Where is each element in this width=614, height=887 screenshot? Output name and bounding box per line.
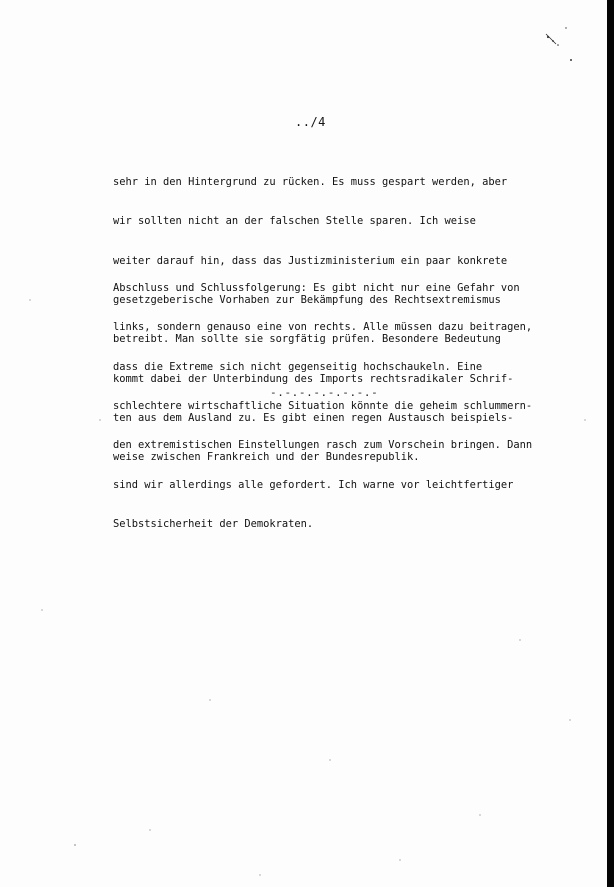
text-line: den extremistischen Einstellungen rasch zum Vorschein bringen. Dann [113, 439, 533, 452]
text-line: Selbstsicherheit der Demokraten. [113, 517, 314, 530]
text-line: weiter darauf hin, dass das Justizministerium ein paar konkrete [113, 254, 508, 267]
text-line: sind wir allerdings alle gefordert. Ich warne vor leichtfertiger [113, 478, 514, 491]
text-line: ten aus dem Ausland zu. Es gibt einen regen Austausch beispiels- [113, 411, 514, 424]
text-line: wir sollten nicht an der falschen Stelle sparen. Ich weise [113, 215, 476, 228]
text-line: gesetzgeberische Vorhaben zur Bekämpfung des Rechtsextremismus [113, 294, 501, 307]
text-line: weise zwischen Frankreich und der Bundesrepublik. [113, 451, 420, 464]
text-line: schlechtere wirtschaftliche Situation könnte die geheim schlummern- [113, 400, 533, 413]
text-line: dass die Extreme sich nicht gegenseitig hochschaukeln. Eine [113, 360, 483, 373]
scan-border-right [607, 0, 614, 887]
text-line: links, sondern genauso eine von rechts. Alle müssen dazu beitragen, [113, 321, 533, 334]
text-line: kommt dabei der Unterbindung des Imports rechtsradikaler Schrif- [113, 372, 514, 385]
paragraph-2-conclusion [113, 256, 533, 557]
text-line: Abschluss und Schlussfolgerung: Es gibt nicht nur eine Gefahr von [113, 282, 520, 295]
end-of-text-marker: -.-.-.-.-.-.-.- [270, 386, 379, 399]
text-line: betreibt. Man sollte sie sorgfätig prüfen. Besondere Bedeutung [113, 333, 501, 346]
page-number-marker: ../4 [295, 115, 326, 129]
text-line: sehr in den Hintergrund zu rücken. Es muss gespart werden, aber [113, 176, 508, 189]
